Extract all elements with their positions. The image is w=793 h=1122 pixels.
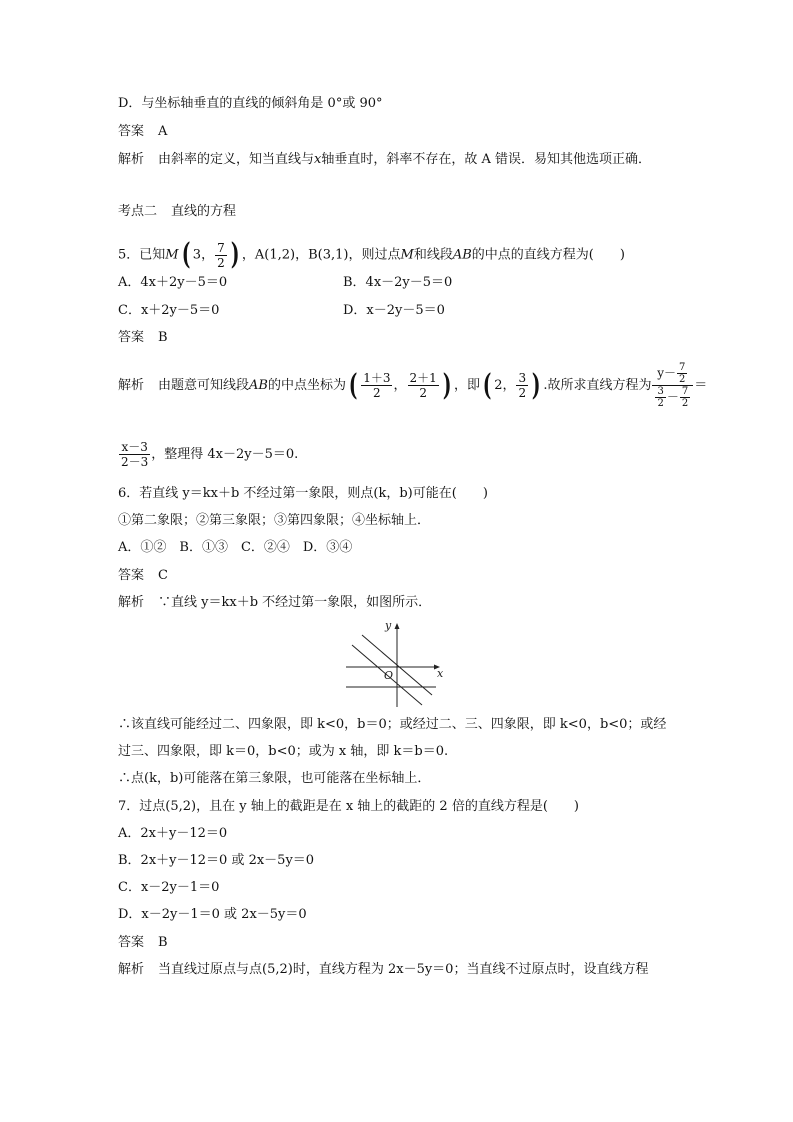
q4-explanation: 解析 由斜率的定义，知当直线与x轴垂直时，斜率不存在，故 A 错误．易知其他选项正确．	[118, 152, 652, 167]
answer-label: 答案	[118, 124, 145, 139]
fraction: $\frac{1+3}{2}$	[363, 371, 391, 400]
q7-option-a: A．2x＋y－12＝0	[118, 826, 228, 841]
q5-answer	[118, 329, 168, 347]
option-d: D．x－2y－5＝0	[343, 303, 445, 318]
q6-explanation-line2: 过三、四象限，即 k＝0，b<0；或为 x 轴，即 k＝b＝0.	[118, 744, 449, 759]
fraction: $\frac{7}{2}$	[217, 240, 225, 270]
section-title: 直线的方程	[171, 204, 237, 219]
q7-answer	[118, 934, 168, 952]
equation-fraction: y－ $\frac{7}{2}$ $\frac{3}{2}$ － $\frac{7}{2}$	[652, 362, 693, 409]
q7-option-b: B．2x＋y－12＝0 或 2x－5y＝0	[118, 853, 315, 868]
answer-value: C	[158, 568, 168, 583]
y-axis-label: y	[385, 619, 392, 632]
section-heading	[118, 203, 236, 221]
fraction: $\frac{x-3}{2-3}$	[121, 440, 149, 469]
q5-options-ab	[118, 274, 227, 292]
q7-explanation: 解析 当直线过原点与点(5,2)时，直线方程为 2x－5y＝0；当直线不过原点时，设直线方程	[118, 962, 649, 977]
q6-explanation-line1: ∴该直线可能经过二、四象限，即 k<0，b＝0；或经过二、三、四象限，即 k<0，b<0；或经	[118, 717, 667, 732]
answer-label: 答案	[118, 935, 145, 950]
q5-explanation: 解析 由题意可知线段AB的中点坐标为( $\frac{1+3}{2}$ ， $\frac{2+1}{2}$ ) ，即( 2， $\frac{3}{2}$ ) .故所求直线方程为 y－ $\frac{7}{2}$ $\frac{3}{2}$ － $\frac{7}{2}$ ＝	[118, 362, 708, 409]
q5-explanation-cont: $\frac{x-3}{2-3}$ ，整理得 4x－2y－5＝0.	[121, 440, 299, 469]
explanation-label: 解析	[118, 595, 145, 610]
option-c: C．x＋2y－5＝0	[118, 303, 220, 318]
q6-explanation-line3: ∴点(k，b)可能落在第三象限，也可能落在坐标轴上．	[118, 771, 431, 786]
q5-stem: 5．已知M( 3， $\frac{7}{2}$ ) ，A(1,2)，B(3,1)，则过点M和线段AB的中点的直线方程为( )	[118, 237, 625, 272]
q7-stem: 7．过点(5,2)，且在 y 轴上的截距是在 x 轴上的截距的 2 倍的直线方程是( )	[118, 799, 579, 814]
q4-option-d: D．与坐标轴垂直的直线的倾斜角是 0°或 90°	[118, 96, 383, 111]
explanation-label: 解析	[118, 378, 145, 393]
q7-option-d: D．x－2y－1＝0 或 2x－5y＝0	[118, 907, 307, 922]
q6-figure	[340, 615, 450, 710]
answer-value: B	[158, 935, 168, 950]
option-b: B．4x－2y－5＝0	[343, 275, 453, 290]
fraction: $\frac{3}{2}$	[518, 371, 527, 400]
answer-value: B	[158, 330, 168, 345]
origin-label: O	[384, 669, 394, 682]
q4-answer	[118, 123, 167, 141]
section-label: 考点二	[118, 204, 158, 219]
q6-answer	[118, 567, 168, 585]
q6-stem: 6．若直线 y＝kx＋b 不经过第一象限，则点(k，b)可能在( )	[118, 486, 488, 501]
explanation-label: 解析	[118, 962, 145, 977]
answer-label: 答案	[118, 330, 145, 345]
q7-option-c: C．x－2y－1＝0	[118, 880, 220, 895]
fraction: $\frac{2+1}{2}$	[409, 371, 437, 400]
q6-items: ①第二象限；②第三象限；③第四象限；④坐标轴上．	[118, 513, 431, 528]
q6-explanation: 解析 ∵直线 y＝kx＋b 不经过第一象限，如图所示．	[118, 595, 432, 610]
q6-options: A．①② B．①③ C．②④ D．③④	[118, 540, 353, 555]
answer-label: 答案	[118, 568, 145, 583]
option-a: A．4x＋2y－5＝0	[118, 275, 228, 290]
explanation-label: 解析	[118, 152, 145, 167]
x-axis-label: x	[437, 667, 444, 680]
answer-value: A	[158, 124, 168, 139]
y-axis-arrow	[395, 623, 400, 629]
